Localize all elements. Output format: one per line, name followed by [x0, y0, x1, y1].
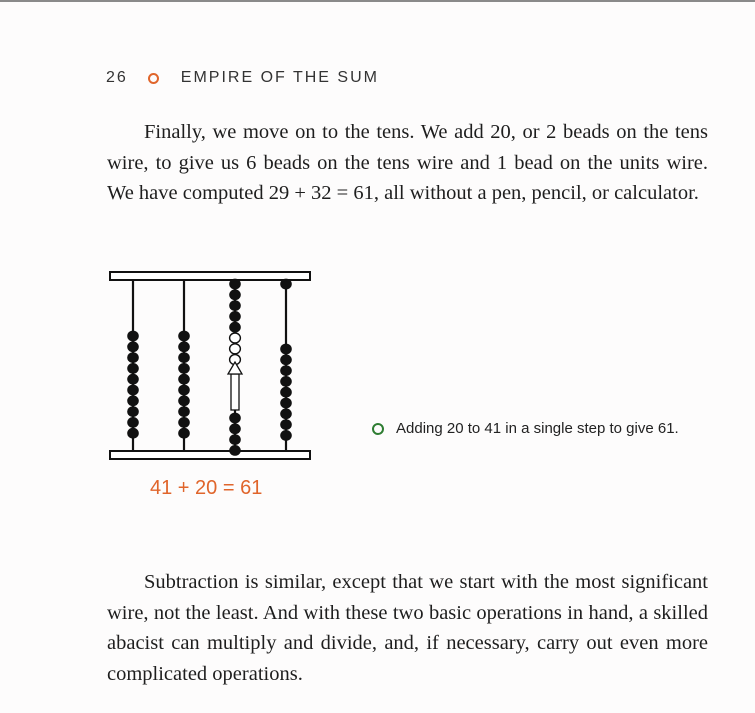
abacus-bead	[127, 406, 139, 417]
paragraph-2	[107, 567, 708, 689]
abacus-bead	[127, 341, 139, 352]
abacus-bead	[280, 408, 292, 419]
abacus-bead	[127, 385, 139, 396]
abacus-bead	[178, 331, 190, 342]
abacus-top-frame	[110, 272, 310, 280]
paragraph-1	[107, 117, 708, 209]
abacus-bead	[280, 398, 292, 409]
abacus-bead	[178, 417, 190, 428]
abacus-bead	[280, 419, 292, 430]
abacus-bead-moved	[230, 344, 241, 354]
caption-text: Adding 20 to 41 in a single step to give 61.	[396, 420, 679, 437]
running-header	[106, 69, 379, 87]
abacus-bead	[127, 331, 139, 342]
abacus-bead	[127, 352, 139, 363]
abacus-bead	[229, 434, 241, 445]
abacus-bead	[280, 344, 292, 355]
abacus-bead	[178, 341, 190, 352]
abacus-bead	[280, 387, 292, 398]
abacus-bead	[178, 363, 190, 374]
page-number: 26	[106, 69, 128, 86]
abacus-bead	[127, 363, 139, 374]
abacus-bead-moved	[230, 333, 241, 343]
abacus-bead	[127, 395, 139, 406]
abacus-bottom-frame	[110, 451, 310, 459]
abacus-bead	[229, 289, 241, 300]
circle-marker-icon	[148, 73, 159, 84]
abacus-bead	[280, 354, 292, 365]
abacus-wire-2	[178, 281, 190, 450]
abacus-bead	[127, 374, 139, 385]
abacus-bead	[229, 300, 241, 311]
paragraph-2-text: Subtraction is similar, except that we start with the most significant wire, not the least. And with these two basic operations in hand, a skilled abacist can multiply and divide, and, if necessary, carry out even more complicated operations.	[107, 571, 708, 685]
abacus-bead	[229, 413, 241, 424]
abacus-bead	[280, 365, 292, 376]
abacus-bead	[178, 385, 190, 396]
caption-marker-icon	[372, 423, 384, 435]
abacus-figure	[108, 270, 313, 465]
figure-equation: 41 + 20 = 61	[150, 477, 263, 499]
abacus-bead	[127, 417, 139, 428]
page-edge	[0, 0, 755, 2]
abacus-bead	[178, 406, 190, 417]
abacus-bead	[229, 423, 241, 434]
abacus-bead	[178, 374, 190, 385]
abacus-bead	[178, 395, 190, 406]
abacus-bead	[280, 376, 292, 387]
abacus-bead	[127, 428, 139, 439]
paragraph-1-text: Finally, we move on to the tens. We add 20, or 2 beads on the tens wire, to give us 6 beads on the tens wire and 1 bead on the units wire. We have computed 29 + 32 = 61, all without a pen, pencil, or calculator.	[107, 121, 708, 204]
abacus-bead	[229, 445, 241, 456]
abacus-bead	[229, 311, 241, 322]
running-title: EMPIRE OF THE SUM	[180, 69, 379, 86]
up-arrow-icon	[228, 362, 242, 410]
abacus-bead	[280, 430, 292, 441]
abacus-wire-4	[280, 279, 292, 450]
figure-caption	[372, 420, 679, 437]
abacus-wire-1	[127, 281, 139, 450]
abacus-bead	[280, 279, 292, 290]
abacus-bead	[229, 322, 241, 333]
abacus-bead	[229, 279, 241, 290]
abacus-bead	[178, 352, 190, 363]
abacus-bead	[178, 428, 190, 439]
